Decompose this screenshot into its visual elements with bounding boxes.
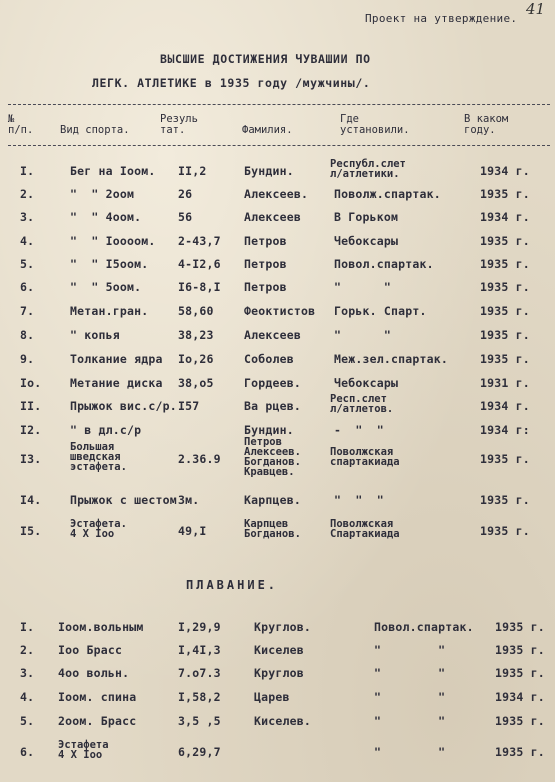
record-place: Поволжская Спартакиада: [330, 518, 400, 540]
row-number: I5.: [20, 524, 42, 538]
result-value: 3м.: [178, 493, 200, 507]
record-year: 1935 г.: [495, 620, 545, 634]
athlete-name: Петров: [244, 280, 287, 294]
document-title-line-1: ВЫСШИЕ ДОСТИЖЕНИЯ ЧУВАШИИ ПО: [160, 52, 371, 66]
record-place: Меж.зел.спартак.: [334, 352, 448, 366]
result-value: I57: [178, 399, 200, 413]
record-year: 1935 г.: [480, 352, 530, 366]
result-value: Io,26: [178, 352, 214, 366]
row-number: I.: [20, 620, 35, 634]
record-place: " ": [374, 690, 446, 704]
result-value: 26: [178, 187, 193, 201]
result-value: 38,23: [178, 328, 214, 342]
row-number: 5.: [20, 257, 35, 271]
header-place: Где установили.: [340, 113, 410, 136]
row-number: I3.: [20, 452, 42, 466]
row-number: 4.: [20, 690, 35, 704]
athlete-name: Киселев: [254, 643, 304, 657]
event-name: Эстафета. 4 Х Iоо: [70, 518, 127, 540]
record-place: Поволж.спартак.: [334, 187, 441, 201]
result-value: 4-I2,6: [178, 257, 221, 271]
event-name: Iоом.вольным: [58, 620, 144, 634]
event-name: " " 4оом.: [70, 210, 142, 224]
event-name: Iоо Брасс: [58, 643, 123, 657]
record-year: 1934 г.: [495, 690, 545, 704]
event-name: Метан.гран.: [70, 304, 149, 318]
athlete-name: Алексеев: [244, 328, 301, 342]
record-year: 1935 г.: [480, 234, 530, 248]
record-place: " ": [374, 643, 446, 657]
row-number: 6.: [20, 280, 35, 294]
record-place: Респ.слет л/атлетов.: [330, 393, 394, 415]
record-place: В Горьком: [334, 210, 399, 224]
result-value: II,2: [178, 164, 207, 178]
header-num: № п/п.: [8, 113, 34, 136]
record-year: 1935 г.: [480, 493, 530, 507]
row-number: II.: [20, 399, 42, 413]
result-value: I6-8,I: [178, 280, 221, 294]
row-number: Iо.: [20, 376, 42, 390]
row-number: I4.: [20, 493, 42, 507]
event-name: Прыжок с шестом: [70, 493, 177, 507]
record-place: Повол.спартак.: [374, 620, 474, 634]
event-name: " " 5оом.: [70, 280, 142, 294]
result-value: 2-43,7: [178, 234, 221, 248]
athlete-name: Феоктистов: [244, 304, 316, 318]
result-value: 58,60: [178, 304, 214, 318]
header-top-rule: [8, 104, 550, 105]
header-result: Резуль тат.: [160, 113, 198, 136]
record-year: 1935 г.: [480, 257, 530, 271]
record-place: - " ": [334, 423, 384, 437]
event-name: 2оом. Брасс: [58, 714, 137, 728]
record-year: 1931 г.: [480, 376, 530, 390]
athlete-name: Ва рцев.: [244, 399, 301, 413]
result-value: 2.36.9: [178, 452, 221, 466]
record-place: Чебоксары: [334, 376, 399, 390]
header-event: Вид спорта.: [60, 124, 130, 136]
record-place: " ": [374, 714, 446, 728]
swimming-section-title: ПЛАВАНИЕ.: [186, 578, 279, 592]
header-year: В каком году.: [464, 113, 509, 136]
athlete-name: Гордеев.: [244, 376, 301, 390]
record-place: " ": [374, 666, 446, 680]
row-number: 5.: [20, 714, 35, 728]
header-name: Фамилия.: [242, 124, 293, 136]
record-year: 1935 г.: [480, 187, 530, 201]
record-place: " ": [334, 280, 391, 294]
record-place: Республ.слет л/атлетики.: [330, 158, 406, 180]
event-name: 4оо вольн.: [58, 666, 130, 680]
result-value: 38,о5: [178, 376, 214, 390]
athlete-name: Карпцев Богданов.: [244, 518, 301, 540]
athlete-name: Петров Алексеев. Богданов. Кравцев.: [244, 436, 301, 478]
result-value: I,29,9: [178, 620, 221, 634]
row-number: 2.: [20, 643, 35, 657]
record-year: 1935 г.: [495, 643, 545, 657]
record-year: 1934 г.: [480, 210, 530, 224]
result-value: 6,29,7: [178, 745, 221, 759]
page-number: 41: [526, 0, 546, 18]
event-name: " копья: [70, 328, 120, 342]
athlete-name: Петров: [244, 234, 287, 248]
record-place: " " ": [334, 493, 384, 507]
approval-note: Проект на утверждение.: [365, 12, 518, 25]
event-name: Iоом. спина: [58, 690, 137, 704]
document-title-line-2: ЛЕГК. АТЛЕТИКЕ в 1935 году /мужчины/.: [92, 76, 371, 90]
record-year: 1934 г.: [480, 164, 530, 178]
athlete-name: Бундин.: [244, 164, 294, 178]
event-name: Большая шведская эстафета.: [70, 441, 127, 473]
result-value: 3,5 ,5: [178, 714, 221, 728]
athlete-name: Круглов.: [254, 620, 311, 634]
athlete-name: Карпцев.: [244, 493, 301, 507]
athlete-name: Алексеев.: [244, 187, 309, 201]
record-place: " ": [334, 328, 391, 342]
event-name: Бег на Iоом.: [70, 164, 156, 178]
record-year: 1935 г.: [495, 714, 545, 728]
row-number: 6.: [20, 745, 35, 759]
event-name: " " 2оом: [70, 187, 135, 201]
result-value: 56: [178, 210, 193, 224]
row-number: I.: [20, 164, 35, 178]
athlete-name: Алексеев: [244, 210, 301, 224]
row-number: 7.: [20, 304, 35, 318]
row-number: I2.: [20, 423, 42, 437]
record-year: 1935 г.: [495, 666, 545, 680]
row-number: 3.: [20, 666, 35, 680]
record-year: 1935 г.: [480, 524, 530, 538]
result-value: 49,I: [178, 524, 207, 538]
header-bottom-rule: [8, 145, 550, 146]
event-name: Толкание ядра: [70, 352, 163, 366]
athlete-name: Царев: [254, 690, 290, 704]
row-number: 9.: [20, 352, 35, 366]
record-year: 1935 г.: [495, 745, 545, 759]
event-name: Прыжок вис.с/р.: [70, 399, 177, 413]
athlete-name: Круглов: [254, 666, 304, 680]
result-value: I,58,2: [178, 690, 221, 704]
event-name: Метание диска: [70, 376, 163, 390]
record-year: 1935 г.: [480, 328, 530, 342]
row-number: 3.: [20, 210, 35, 224]
record-year: 1935 г.: [480, 452, 530, 466]
record-year: 1934 г:: [480, 423, 530, 437]
athlete-name: Бундин.: [244, 423, 294, 437]
row-number: 8.: [20, 328, 35, 342]
event-name: Эстафета 4 Х Iоо: [58, 739, 109, 761]
result-value: I,4I,3: [178, 643, 221, 657]
record-year: 1934 г.: [480, 399, 530, 413]
row-number: 2.: [20, 187, 35, 201]
event-name: " в дл.с/р: [70, 423, 142, 437]
athlete-name: Соболев: [244, 352, 294, 366]
record-place: Горьк. Спарт.: [334, 304, 427, 318]
record-year: 1935 г.: [480, 280, 530, 294]
event-name: " " I5оом.: [70, 257, 149, 271]
record-year: 1935 г.: [480, 304, 530, 318]
record-place: " ": [374, 745, 446, 759]
record-place: Повол.спартак.: [334, 257, 434, 271]
record-place: Чебоксары: [334, 234, 399, 248]
row-number: 4.: [20, 234, 35, 248]
record-place: Поволжская спартакиада: [330, 446, 400, 468]
athlete-name: Петров: [244, 257, 287, 271]
result-value: 7.о7.3: [178, 666, 221, 680]
athlete-name: Киселев.: [254, 714, 311, 728]
event-name: " " Iоооом.: [70, 234, 156, 248]
